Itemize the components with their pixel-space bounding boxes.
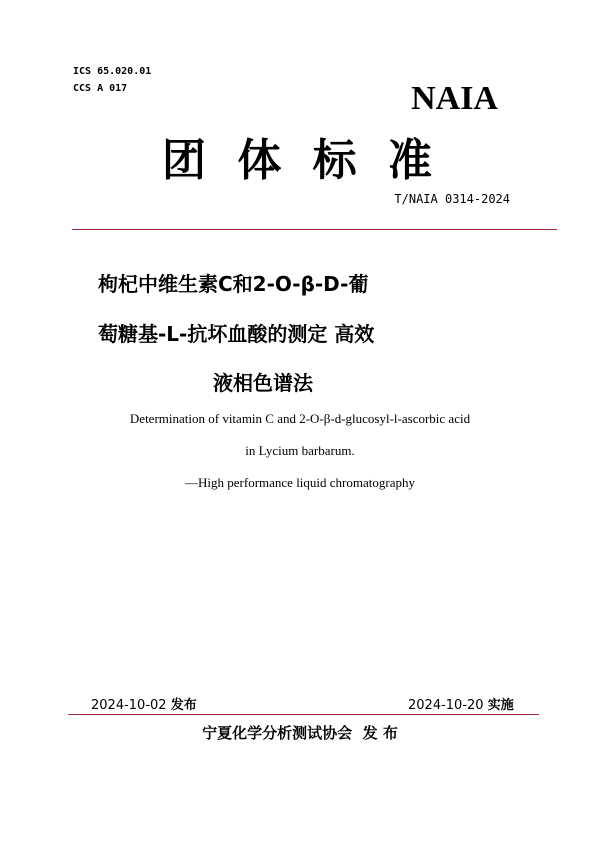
title-en-line-1: Determination of vitamin C and 2-O-β-d-glucosyl-l-ascorbic acid [129,411,471,426]
footer-divider [68,714,539,715]
publish-date [91,694,197,713]
publish-label: 发布 [170,698,197,713]
header-divider [72,229,557,230]
publish-date-value: 2024-10-02 [91,698,167,713]
title-cn-line-1: 枸杞中维生素C和2-O-β-D-葡 [98,272,369,296]
title-cn-line-2: 萄糖基-L-抗坏血酸的测定 高效 [98,322,375,346]
effective-label: 实施 [487,698,514,713]
publisher: 宁夏化学分析测试协会 发 布 [202,724,398,742]
brand-logo: NAIA [411,80,498,117]
standard-number: T/NAIA 0314-2024 [394,192,510,206]
title-cn-line-3: 液相色谱法 [213,371,313,395]
title-en-line-2: in Lycium barbarum. [245,443,355,458]
document-type: 团 体 标 准 [162,135,440,186]
ccs-code: CCS A 017 [73,83,128,94]
effective-date-value: 2024-10-20 [408,698,484,713]
effective-date [408,694,514,713]
ics-code: ICS 65.020.01 [73,66,152,77]
title-en-line-3: —High performance liquid chromatography [185,475,415,490]
